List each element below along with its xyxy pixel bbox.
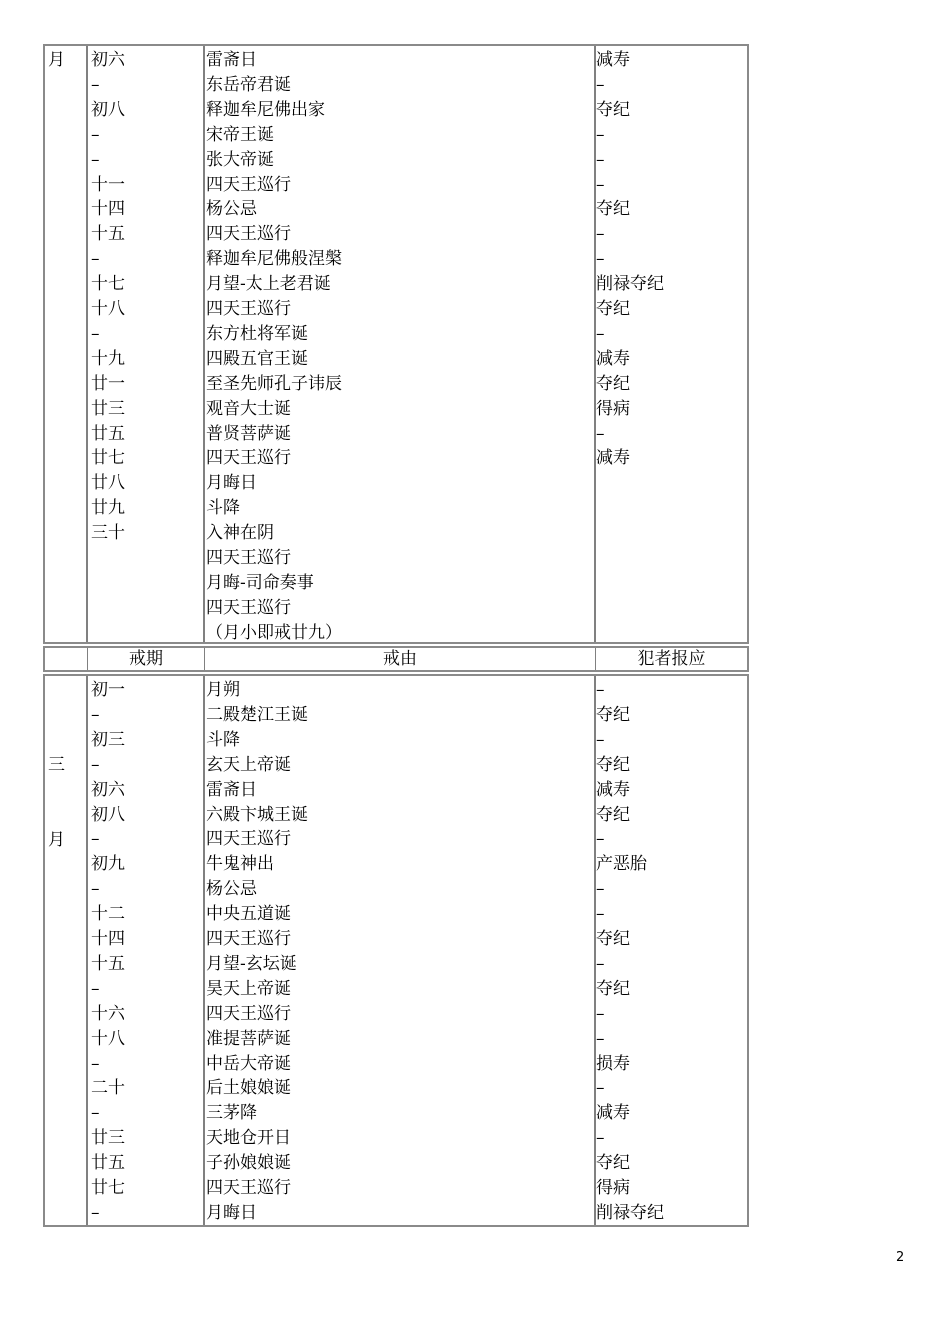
consequence-cell: –	[596, 1003, 605, 1024]
date-cell: 十七	[91, 274, 125, 295]
table-row	[45, 877, 747, 902]
consequence-cell: 削禄夺纪	[596, 1202, 664, 1223]
reason-cell: 释迦牟尼佛出家	[206, 99, 325, 120]
date-cell: 十二	[91, 904, 125, 925]
table-row	[45, 247, 747, 272]
table-row	[45, 496, 747, 521]
reason-cell: 四天王巡行	[206, 1178, 291, 1198]
consequence-cell: –	[596, 953, 605, 974]
reason-cell: 杨公忌	[206, 199, 257, 220]
month-label-suffix: 月	[48, 830, 65, 850]
reason-cell: 杨公忌	[206, 879, 257, 900]
reason-cell: 四天王巡行	[206, 929, 291, 949]
consequence-cell: 夺纪	[596, 929, 630, 949]
consequence-cell: 产恶胎	[596, 854, 647, 875]
table-row	[45, 1052, 747, 1077]
table-row	[45, 98, 747, 123]
date-cell: 十四	[91, 929, 125, 949]
reason-cell: 月朔	[206, 680, 240, 700]
consequence-cell: 减寿	[596, 50, 630, 70]
table-row	[45, 1027, 747, 1052]
consequence-cell: –	[596, 323, 605, 344]
consequence-cell: 得病	[596, 398, 630, 419]
date-cell: 廿七	[91, 448, 125, 469]
consequence-cell: 夺纪	[596, 978, 630, 999]
consequence-cell: –	[596, 879, 605, 900]
table-row	[45, 397, 747, 422]
header-consequence: 犯者报应	[595, 648, 747, 670]
table-row	[45, 347, 747, 372]
date-cell: –	[91, 704, 100, 725]
date-cell: 十五	[91, 224, 125, 245]
consequence-cell: –	[596, 124, 605, 145]
consequence-cell: 减寿	[596, 779, 630, 800]
reason-cell: 六殿卞城王诞	[206, 804, 308, 825]
table-row	[45, 546, 747, 571]
consequence-cell: –	[596, 74, 605, 95]
consequence-cell: –	[596, 174, 605, 195]
reason-cell: 至圣先师孔子讳辰	[206, 373, 342, 394]
reason-cell: 东方杜将军诞	[206, 323, 308, 344]
consequence-cell: 夺纪	[596, 99, 630, 120]
reason-cell: 中央五道诞	[206, 904, 291, 925]
date-cell: 廿七	[91, 1178, 125, 1198]
reason-cell: 牛鬼神出	[206, 854, 274, 875]
table-row	[45, 703, 747, 728]
reason-cell: 后土娘娘诞	[206, 1078, 291, 1099]
consequence-cell: –	[596, 829, 605, 850]
reason-cell: 二殿楚江王诞	[206, 704, 308, 725]
reason-cell: 雷斋日	[206, 50, 257, 70]
month-label-number: 三	[48, 755, 65, 775]
date-cell: –	[91, 74, 100, 95]
date-cell: –	[91, 754, 100, 775]
table-row	[45, 827, 747, 852]
consequence-cell: 夺纪	[596, 704, 630, 725]
reason-cell: （月小即戒廿九）	[206, 622, 342, 643]
table-row	[45, 197, 747, 222]
consequence-cell: 夺纪	[596, 804, 630, 825]
consequence-cell: –	[596, 149, 605, 170]
consequence-cell: 夺纪	[596, 373, 630, 394]
reason-cell: 中岳大帝诞	[206, 1053, 291, 1074]
consequence-cell: 减寿	[596, 1103, 630, 1124]
table-row	[45, 621, 747, 646]
date-cell: 初六	[91, 779, 125, 800]
table-row	[45, 372, 747, 397]
reason-cell: 月望-玄坛诞	[206, 953, 297, 974]
reason-cell: 释迦牟尼佛般涅槃	[206, 249, 342, 270]
reason-cell: 张大帝诞	[206, 149, 274, 170]
table-row	[45, 678, 747, 703]
table-row	[45, 446, 747, 471]
table-row	[45, 521, 747, 546]
table-row	[45, 952, 747, 977]
reason-cell: 准提菩萨诞	[206, 1028, 291, 1049]
page-number: 2	[896, 1250, 905, 1265]
date-cell: –	[91, 124, 100, 145]
date-cell: 初八	[91, 804, 125, 825]
reason-cell: 斗降	[206, 729, 240, 750]
date-cell: 十四	[91, 199, 125, 220]
table-row	[45, 471, 747, 496]
table-row	[45, 1076, 747, 1101]
date-cell: 二十	[91, 1078, 125, 1099]
date-cell: 廿五	[91, 423, 125, 444]
reason-cell: 玄天上帝诞	[206, 754, 291, 775]
consequence-cell: –	[596, 680, 605, 700]
date-cell: –	[91, 1053, 100, 1074]
date-cell: –	[91, 879, 100, 900]
consequence-cell: –	[596, 1128, 605, 1149]
consequence-cell: –	[596, 1028, 605, 1049]
table-row	[45, 1101, 747, 1126]
table-row	[45, 1126, 747, 1151]
consequence-cell: –	[596, 729, 605, 750]
reason-cell: 四殿五官王诞	[206, 348, 308, 369]
reason-cell: 四天王巡行	[206, 448, 291, 469]
table-row	[45, 902, 747, 927]
reason-cell: 三茅降	[206, 1103, 257, 1124]
reason-cell: 四天王巡行	[206, 829, 291, 850]
fasting-calendar-table	[43, 44, 749, 1227]
consequence-cell: 夺纪	[596, 1153, 630, 1174]
date-cell: 廿三	[91, 1128, 125, 1149]
header-date: 戒期	[87, 648, 204, 670]
date-cell: –	[91, 1103, 100, 1124]
date-cell: 十五	[91, 953, 125, 974]
reason-cell: 观音大士诞	[206, 398, 291, 419]
reason-cell: 东岳帝君诞	[206, 74, 291, 95]
date-cell: 廿三	[91, 398, 125, 419]
date-cell: 初九	[91, 854, 125, 875]
date-cell: 十六	[91, 1003, 125, 1024]
date-cell: 十九	[91, 348, 125, 369]
table-row	[45, 1002, 747, 1027]
consequence-cell: –	[596, 904, 605, 925]
date-cell: –	[91, 829, 100, 850]
table-row	[45, 48, 747, 73]
reason-cell: 四天王巡行	[206, 299, 291, 319]
table-row	[45, 927, 747, 952]
table-row	[45, 173, 747, 198]
reason-cell: 子孙娘娘诞	[206, 1153, 291, 1174]
consequence-cell: 夺纪	[596, 754, 630, 775]
consequence-cell: –	[596, 423, 605, 444]
table-row	[45, 596, 747, 621]
table-header	[43, 646, 749, 672]
month-label: 月	[48, 50, 65, 70]
header-month	[45, 648, 87, 670]
header-reason: 戒由	[204, 648, 595, 670]
reason-cell: 四天王巡行	[206, 224, 291, 245]
consequence-cell: 削禄夺纪	[596, 274, 664, 295]
consequence-cell: 减寿	[596, 448, 630, 469]
date-cell: 十一	[91, 174, 125, 195]
reason-cell: 宋帝王诞	[206, 124, 274, 145]
table-row	[45, 322, 747, 347]
table-row	[45, 1201, 747, 1226]
date-cell: –	[91, 149, 100, 170]
table-row	[45, 803, 747, 828]
table-row	[45, 297, 747, 322]
date-cell: 十八	[91, 299, 125, 319]
reason-cell: 普贤菩萨诞	[206, 423, 291, 444]
date-cell: –	[91, 1202, 100, 1223]
table-row	[45, 977, 747, 1002]
date-cell: 廿五	[91, 1153, 125, 1174]
reason-cell: 月望-太上老君诞	[206, 274, 331, 295]
reason-cell: 四天王巡行	[206, 1003, 291, 1024]
date-cell: 廿八	[91, 473, 125, 494]
date-cell: –	[91, 323, 100, 344]
consequence-cell: 损寿	[596, 1053, 630, 1074]
month-block-3	[43, 674, 749, 1227]
reason-cell: 斗降	[206, 498, 240, 519]
consequence-cell: –	[596, 224, 605, 245]
consequence-cell: 得病	[596, 1178, 630, 1198]
table-row	[45, 222, 747, 247]
reason-cell: 四天王巡行	[206, 597, 291, 618]
table-row	[45, 778, 747, 803]
table-row	[45, 123, 747, 148]
table-row	[45, 272, 747, 297]
reason-cell: 天地仓开日	[206, 1128, 291, 1149]
reason-cell: 雷斋日	[206, 779, 257, 800]
reason-cell: 四天王巡行	[206, 548, 291, 568]
table-row	[45, 73, 747, 98]
table-row	[45, 1151, 747, 1176]
table-row	[45, 148, 747, 173]
date-cell: 初六	[91, 50, 125, 70]
table-row	[45, 571, 747, 596]
table-row	[45, 753, 747, 778]
consequence-cell: 夺纪	[596, 199, 630, 220]
reason-cell: 月晦日	[206, 473, 257, 494]
consequence-cell: –	[596, 1078, 605, 1099]
table-row	[45, 728, 747, 753]
table-row	[45, 1176, 747, 1201]
table-row	[45, 422, 747, 447]
date-cell: –	[91, 978, 100, 999]
date-cell: 三十	[91, 523, 125, 544]
date-cell: –	[91, 249, 100, 270]
date-cell: 初一	[91, 680, 125, 700]
reason-cell: 四天王巡行	[206, 174, 291, 195]
date-cell: 廿一	[91, 373, 125, 394]
reason-cell: 入神在阴	[206, 523, 274, 544]
month-block-2	[43, 44, 749, 644]
table-row	[45, 852, 747, 877]
consequence-cell: –	[596, 249, 605, 270]
date-cell: 初八	[91, 99, 125, 120]
consequence-cell: 减寿	[596, 348, 630, 369]
date-cell: 初三	[91, 729, 125, 750]
reason-cell: 月晦日	[206, 1202, 257, 1223]
date-cell: 十八	[91, 1028, 125, 1049]
reason-cell: 月晦-司命奏事	[206, 572, 314, 593]
date-cell: 廿九	[91, 498, 125, 519]
reason-cell: 昊天上帝诞	[206, 978, 291, 999]
consequence-cell: 夺纪	[596, 299, 630, 319]
